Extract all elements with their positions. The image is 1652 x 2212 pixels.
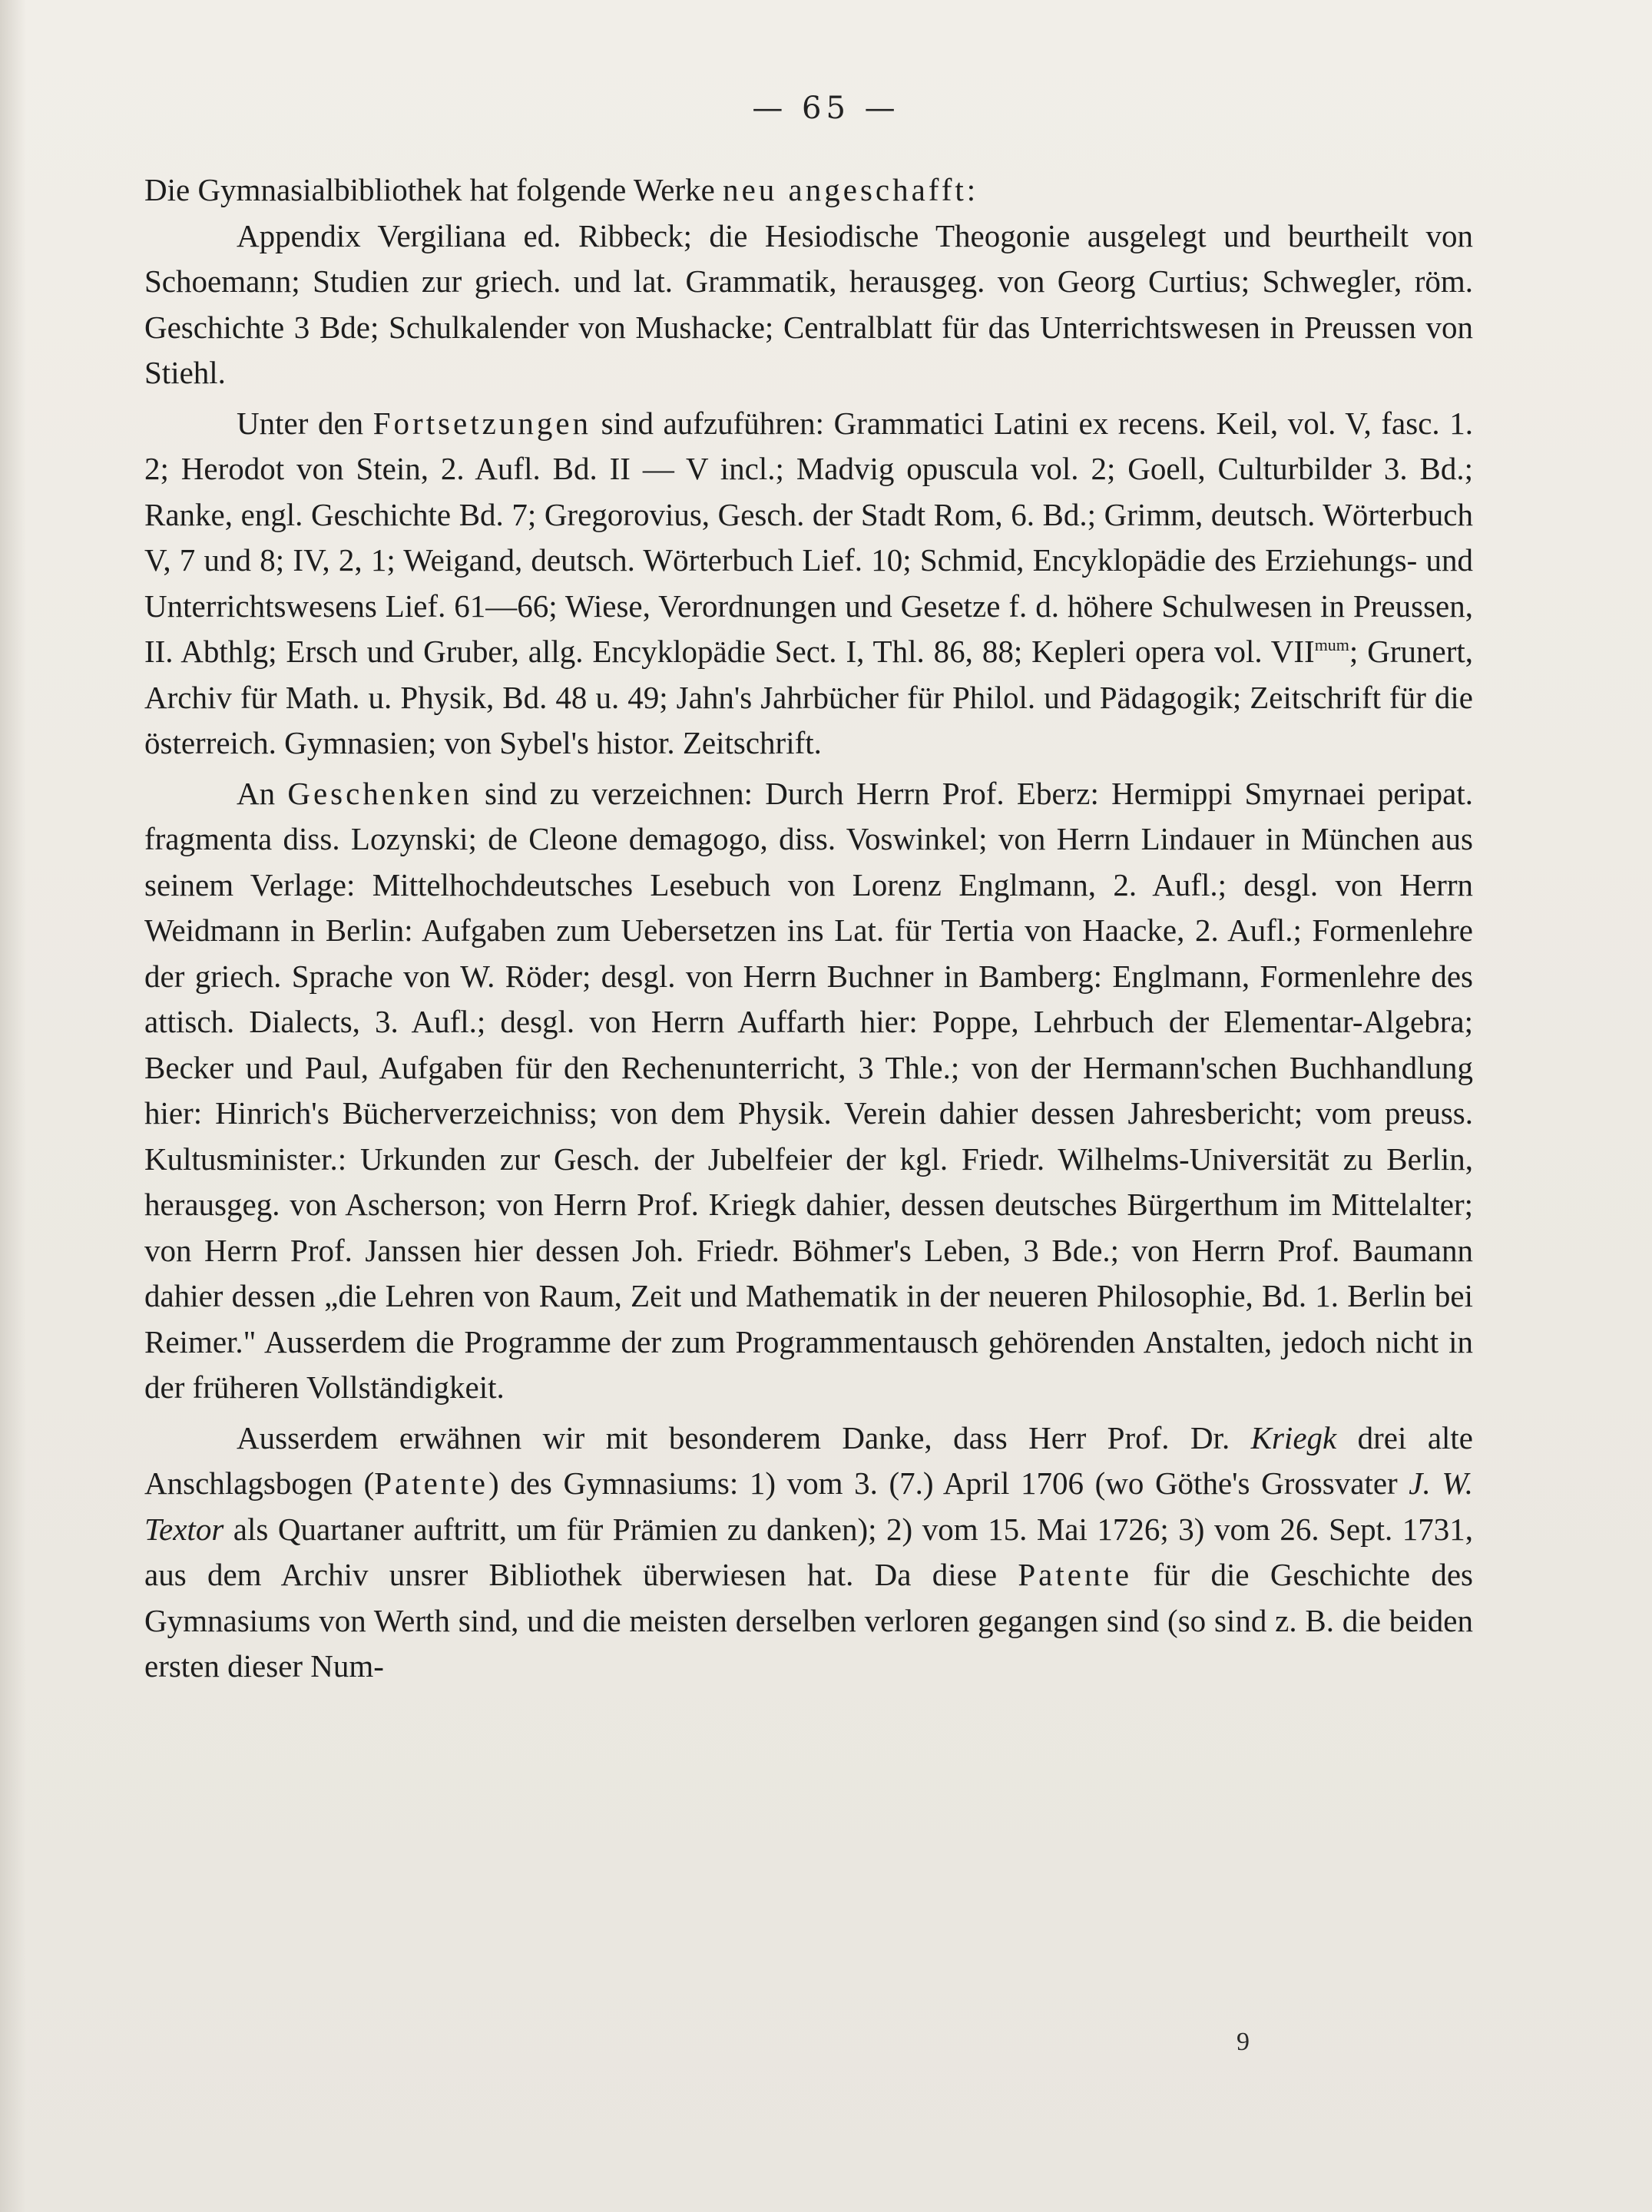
paragraph-new-acquisitions	[144, 214, 1473, 396]
spaced-text: Patente	[374, 1465, 488, 1501]
paragraph-patents	[144, 1416, 1473, 1690]
text-segment: :	[966, 172, 976, 207]
italic-name: Kriegk	[1250, 1419, 1337, 1455]
superscript: mum	[1314, 635, 1349, 654]
text-segment: An	[237, 775, 288, 811]
text-segment: für die Geschichte des Gymnasiums von Werth sind, und die meisten derselben verloren gegangen sind (so sind z. B. die beiden ersten dieser Num-	[144, 1557, 1474, 1684]
spaced-text: Geschenken	[287, 775, 472, 811]
page-number: — 65 —	[752, 91, 900, 126]
text-segment: sind zu verzeichnen: Durch Herrn Prof. Eberz: Hermippi Smyrnaei peripat. fragmenta diss. Lozynski; de Cleone demagogo, diss. Voswinkel; von Herrn Lindauer in München aus seinem Verlage: Mittelhochdeutsches Lesebuch von Lorenz Englmann, 2. Aufl.; desgl. von Herrn Weidmann in Berlin: Aufgaben zum Uebersetzen ins Lat. für Tertia von Haacke, 2. Aufl.; Formenlehre der griech. Sprache von W. Röder; desgl. von Herrn Buchner in Bamberg: Englmann, Formenlehre des attisch. Dialects, 3. Aufl.; desgl. von Herrn Auffarth hier: Poppe, Lehrbuch der Elementar-Algebra; Becker und Paul, Aufgaben für den Rechenunterricht, 3 Thle.; von der Hermann'schen Buchhandlung hier: Hinrich's Bücherverzeichniss; von dem Physik. Verein dahier dessen Jahresbericht; vom preuss. Kultusminister.: Urkunden zur Gesch. der Jubelfeier der kgl. Friedr. Wilhelms-Universität zu Berlin, herausgeg. von Ascherson; von Herrn Prof. Kriegk dahier, dessen deutsches Bürgerthum im Mittelalter; von Herrn Prof. Janssen hier dessen Joh. Friedr. Böhmer's Leben, 3 Bde.; von Herrn Prof. Baumann dahier dessen „die Lehren von Raum, Zeit und Mathematik in der neueren Philosophie, Bd. 1. Berlin bei Reimer." Ausserdem die Programme der zum Programmentausch gehörenden Anstalten, jedoch nicht in der früheren Vollständigkeit.	[144, 775, 1474, 1405]
text-segment: Die Gymnasialbibliothek hat folgende Werke	[144, 172, 723, 207]
text-segment: drei alte Anschlagsbogen (	[144, 1419, 1473, 1501]
signature-mark: 9	[1237, 2028, 1250, 2056]
page-edge-shadow	[0, 0, 26, 2212]
paragraph-continuations	[144, 401, 1473, 767]
paragraph-intro	[144, 167, 1473, 214]
text-segment: ; Grunert, Archiv für Math. u. Physik, Bd. 48 u. 49; Jahn's Jahrbücher für Philol. und Pädagogik; Zeitschrift für die österreich. Gymnasien; von Sybel's histor. Zeitschrift.	[144, 634, 1473, 760]
italic-name: J. W. Textor	[144, 1465, 1473, 1547]
text-segment: Appendix Vergiliana ed. Ribbeck; die Hesiodische Theogonie ausgelegt und beurtheilt von Schoemann; Studien zur griech. und lat. Grammatik, herausgeg. von Georg Curtius; Schwegler, röm. Geschichte 3 Bde; Schulkalender von Mushacke; Centralblatt für das Unterrichtswesen in Preussen von Stiehl.	[144, 217, 1473, 390]
body-text	[144, 167, 1473, 1690]
text-segment: Unter den	[237, 405, 373, 441]
text-segment: sind aufzuführen: Grammatici Latini ex recens. Keil, vol. V, fasc. 1. 2; Herodot von Stein, 2. Aufl. Bd. II — V incl.; Madvig opuscula vol. 2; Goell, Culturbilder 3. Bd.; Ranke, engl. Geschichte Bd. 7; Gregorovius, Gesch. der Stadt Rom, 6. Bd.; Grimm, deutsch. Wörterbuch V, 7 und 8; IV, 2, 1; Weigand, deutsch. Wörterbuch Lief. 10; Schmid, Encyklopädie des Erziehungs- und Unterrichtswesens Lief. 61—66; Wiese, Verordnungen und Gesetze f. d. höhere Schulwesen in Preussen, II. Abthlg; Ersch und Gruber, allg. Encyklopädie Sect. I, Thl. 86, 88; Kepleri opera vol. VII	[144, 405, 1473, 669]
text-segment: ) des Gymnasiums: 1) vom 3. (7.) April 1706 (wo Göthe's Grossvater	[488, 1465, 1409, 1501]
spaced-text: Patente	[1018, 1557, 1133, 1592]
paragraph-gifts	[144, 771, 1473, 1411]
text-segment: als Quartaner auftritt, um für Prämien zu danken); 2) vom 15. Mai 1726; 3) vom 26. Sept. 1731, aus dem Archiv unsrer Bibliothek überwiesen hat. Da diese	[144, 1511, 1473, 1592]
spaced-text: Fortsetzungen	[372, 405, 592, 441]
spaced-text: neu angeschafft	[723, 172, 967, 207]
text-segment: Ausserdem erwähnen wir mit besonderem Danke, dass Herr Prof. Dr.	[237, 1419, 1251, 1455]
